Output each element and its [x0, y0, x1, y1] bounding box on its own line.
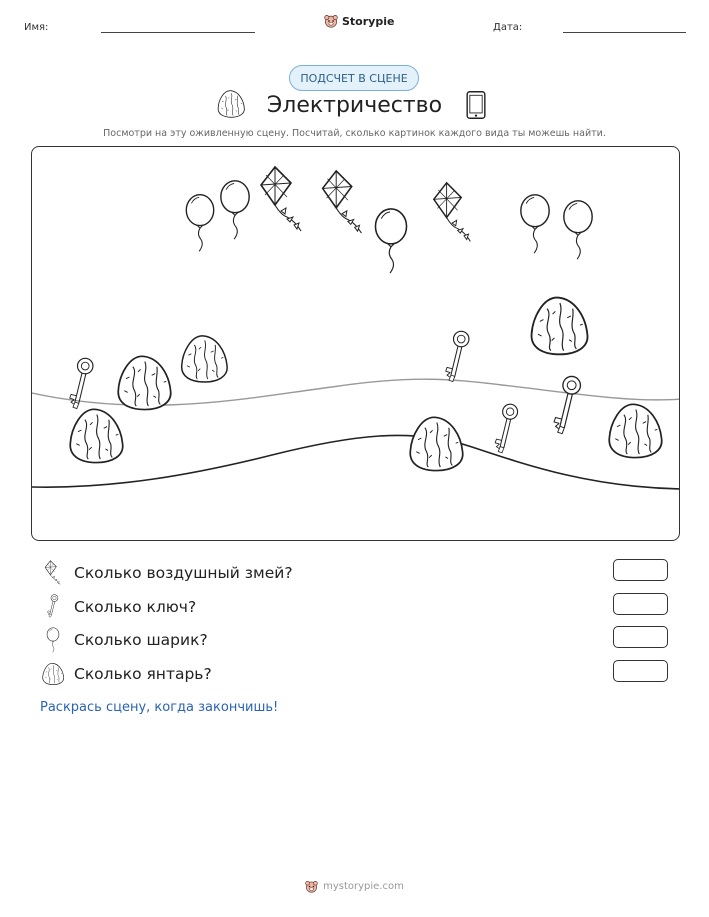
- mascot-icon: [305, 880, 318, 893]
- key-icon: [495, 404, 517, 453]
- amber-icon: [70, 409, 122, 462]
- kite-icon: [323, 171, 362, 233]
- key-icon: [446, 331, 469, 381]
- balloon-icon: [40, 627, 66, 653]
- question-row: [40, 661, 212, 687]
- amber-icon: [609, 404, 661, 457]
- page-title: Электричество: [266, 93, 443, 118]
- phone-icon: [465, 90, 487, 120]
- amber-icon: [118, 356, 170, 409]
- mascot-icon: [324, 14, 338, 28]
- balloon-icon: [375, 209, 406, 273]
- kite-icon: [261, 167, 301, 231]
- page-subtitle: Посмотри на эту оживленную сцену. Посчитай, сколько картинок каждого вида ты можешь найти.: [103, 128, 606, 139]
- date-field-line[interactable]: [563, 32, 686, 33]
- question-text: Сколько янтарь?: [74, 665, 212, 683]
- kite-icon: [434, 183, 471, 242]
- coloring-instruction: Раскрась сцену, когда закончишь!: [40, 700, 279, 715]
- balloon-icon: [521, 195, 549, 253]
- answer-box[interactable]: [613, 593, 668, 615]
- footer: [0, 880, 709, 893]
- key-icon: [40, 594, 66, 620]
- name-label: Имя:: [24, 22, 49, 33]
- date-label: Дата:: [493, 22, 523, 33]
- amber-icon: [40, 661, 66, 687]
- brand-logo: [324, 14, 394, 28]
- answer-box[interactable]: [613, 660, 668, 682]
- question-text: Сколько шарик?: [74, 631, 208, 649]
- amber-icon: [182, 336, 227, 382]
- amber-icon: [410, 417, 462, 470]
- key-icon: [554, 376, 580, 433]
- balloon-icon: [564, 201, 592, 259]
- question-row: [40, 594, 196, 620]
- question-row: [40, 627, 208, 653]
- balloon-icon: [186, 195, 213, 252]
- activity-badge: ПОДСЧЕТ В СЦЕНЕ: [289, 65, 419, 91]
- kite-icon: [40, 560, 66, 586]
- question-text: Сколько воздушный змей?: [74, 564, 293, 582]
- answer-box[interactable]: [613, 626, 668, 648]
- name-field-line[interactable]: [101, 32, 255, 33]
- question-row: [40, 560, 293, 586]
- front-hill-line: [32, 435, 680, 489]
- footer-url[interactable]: mystorypie.com: [323, 881, 404, 892]
- counting-scene: [31, 146, 680, 541]
- balloon-icon: [221, 181, 249, 239]
- amber-icon: [532, 298, 588, 355]
- question-text: Сколько ключ?: [74, 598, 197, 616]
- answer-box[interactable]: [613, 559, 668, 581]
- brand-name: Storypie: [342, 14, 395, 28]
